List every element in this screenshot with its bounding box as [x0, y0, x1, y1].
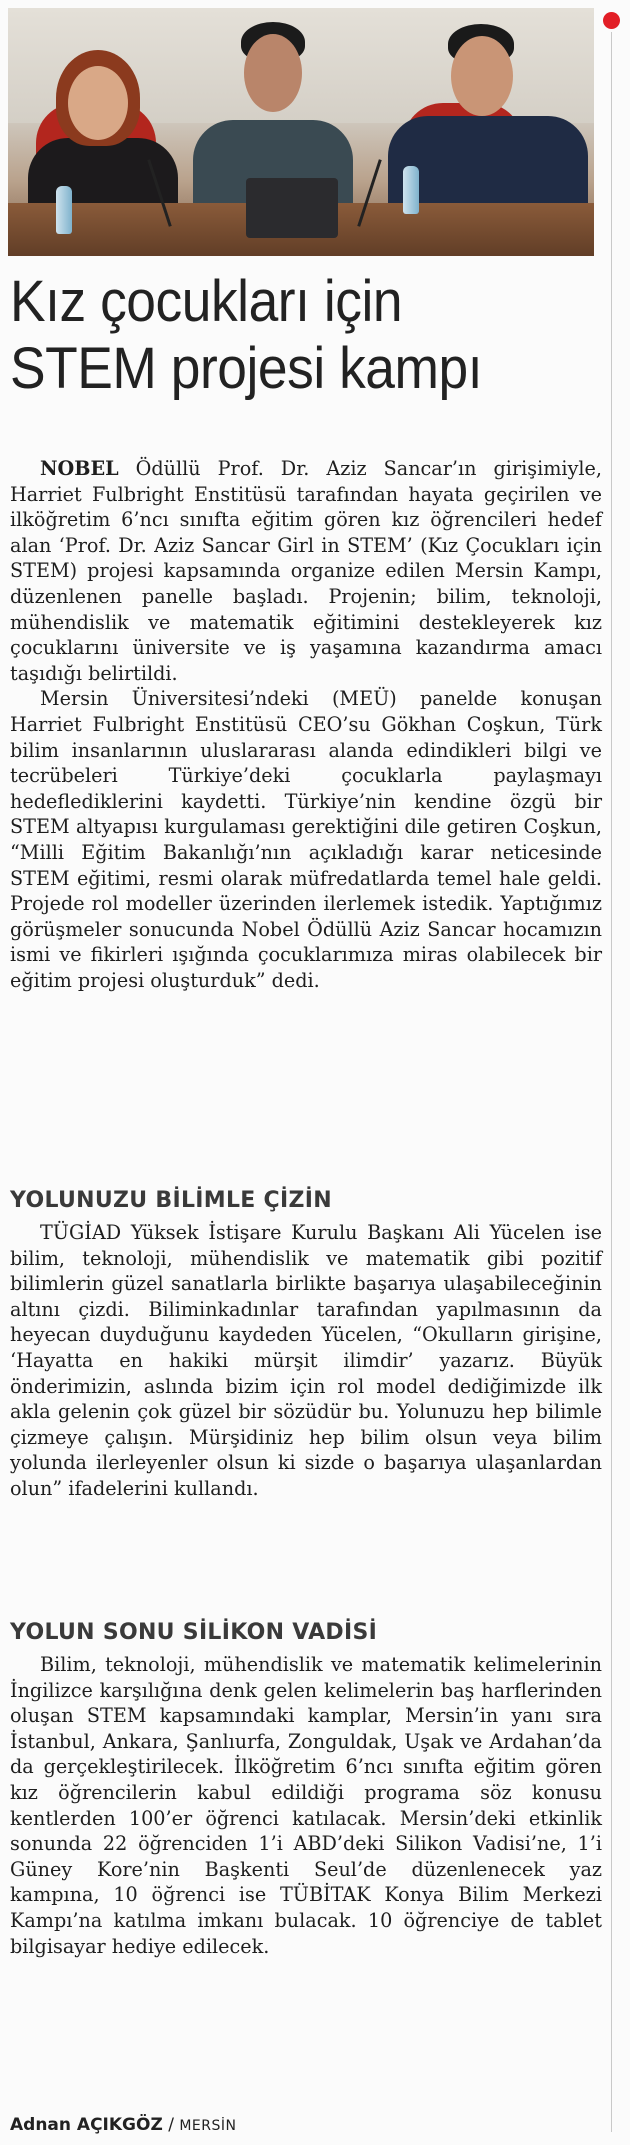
section-marker-dot	[603, 12, 620, 29]
byline-separator: /	[162, 2115, 180, 2135]
article-body-part-3	[10, 1652, 602, 1959]
article-photo	[8, 8, 594, 256]
lead-word: NOBEL	[40, 457, 119, 480]
paragraph-3: TÜGİAD Yüksek İstişare Kurulu Başkanı Ali Yücelen ise bilim, teknoloji, mühendislik ve matematik gibi pozitif bilimlerin güzel sanatlarla birlikte başarıya ulaşabileceğinin altını çizdi. Biliminkadınlar tarafından yapılmasının da heyecan duyduğunu kaydeden Yücelen, “Okulların girişine, ‘Hayatta en hakiki mürşit ilimdir’ yazarız. Büyük önderimizin, aslında bizim için rol model dediğimizde ilk akla gelenin çok güzel bir sözüdür bu. Yolunuzu hep bilimle çizmeye çalışın. Mürşidiniz hep bilim olsun veya bilim yolunda ilerleyenler olsun ki sizde o başarıya ulaşanlardan olun” ifadelerini kullandı.	[10, 1221, 602, 1500]
byline	[10, 2115, 236, 2135]
subheading-1: YOLUNUZU BİLİMLE ÇİZİN	[10, 1188, 332, 1213]
column-divider	[611, 32, 612, 2132]
paragraph-2: Mersin Üniversitesi’ndeki (MEÜ) panelde konuşan Harriet Fulbright Enstitüsü CEO’su Gökhan Coşkun, Türk bilim insanlarının uluslararası alanda edindikleri bilgi ve tecrübeleri Türkiye’deki çocuklarla paylaşmayı hedeflediklerini kaydetti. Türkiye’nin kendine özgü bir STEM altyapısı kurgulaması gerektiğini dile getiren Coşkun, “Milli Eğitim Bakanlığı’nın açıkladığı karar neticesinde STEM eğitimi, resmi olarak müfredatlarda temel hale geldi. Projede rol modeller üzerinden ilerlemek istedik. Yaptığımız görüşmeler sonucunda Nobel Ödüllü Aziz Sancar hocamızın ismi ve fikirleri ışığında çocuklarımıza miras olabilecek bir eğitim projesi oluşturduk” dedi.	[10, 687, 602, 992]
paragraph-1	[10, 456, 602, 686]
headline-line-2: STEM projesi kampı	[10, 336, 483, 401]
headline	[10, 268, 562, 402]
headline-line-1: Kız çocukları için	[10, 269, 403, 334]
paragraph-1-text: Ödüllü Prof. Dr. Aziz Sancar’ın girişimiyle, Harriet Fulbright Enstitüsü tarafından hayata geçirilen ve ilköğretim 6’ncı sınıfta eğitim gören kız öğrencileri hedef alan ‘Prof. Dr. Aziz Sancar Girl in STEM’ (Kız Çocukları için STEM) projesi kapsamında organize edilen Mersin Kampı, düzenlenen panelle başladı. Projenin; bilim, teknoloji, mühendislik ve matematik eğitimini destekleyerek kız çocuklarını üniversite ve iş yaşamına kazandırma amacı taşıdığı belirtildi.	[10, 457, 602, 685]
author-name: Adnan AÇIKGÖZ	[10, 2115, 163, 2135]
paragraph-4: Bilim, teknoloji, mühendislik ve matematik kelimelerinin İngilizce karşılığına denk gelen kelimelerin baş harflerinden oluşan STEM kapsamındaki kamplar, Mersin’in yanı sıra İstanbul, Ankara, Şanlıurfa, Zonguldak, Uşak ve Ardahan’da da gerçekleştirilecek. İlköğretim 6’ncı sınıfta eğitim gören kız öğrencilerin kabul edildiği programa söz konusu kentlerden 100’er öğrenci katılacak. Mersin’deki etkinlik sonunda 22 öğrenciden 1’i ABD’deki Silikon Vadisi’ne, 1’i Güney Kore’nin Başkenti Seul’de düzenlenecek yaz kampına, 10 öğrenci ise TÜBİTAK Konya Bilim Merkezi Kampı’na katılma imkanı bulacak. 10 öğrenciye de tablet bilgisayar hediye edilecek.	[10, 1653, 602, 1958]
article-body-part-2	[10, 1220, 602, 1502]
subheading-2: YOLUN SONU SİLİKON VADİSİ	[10, 1620, 378, 1645]
byline-location: MERSİN	[179, 2118, 237, 2134]
article-body-part-1	[10, 456, 602, 993]
